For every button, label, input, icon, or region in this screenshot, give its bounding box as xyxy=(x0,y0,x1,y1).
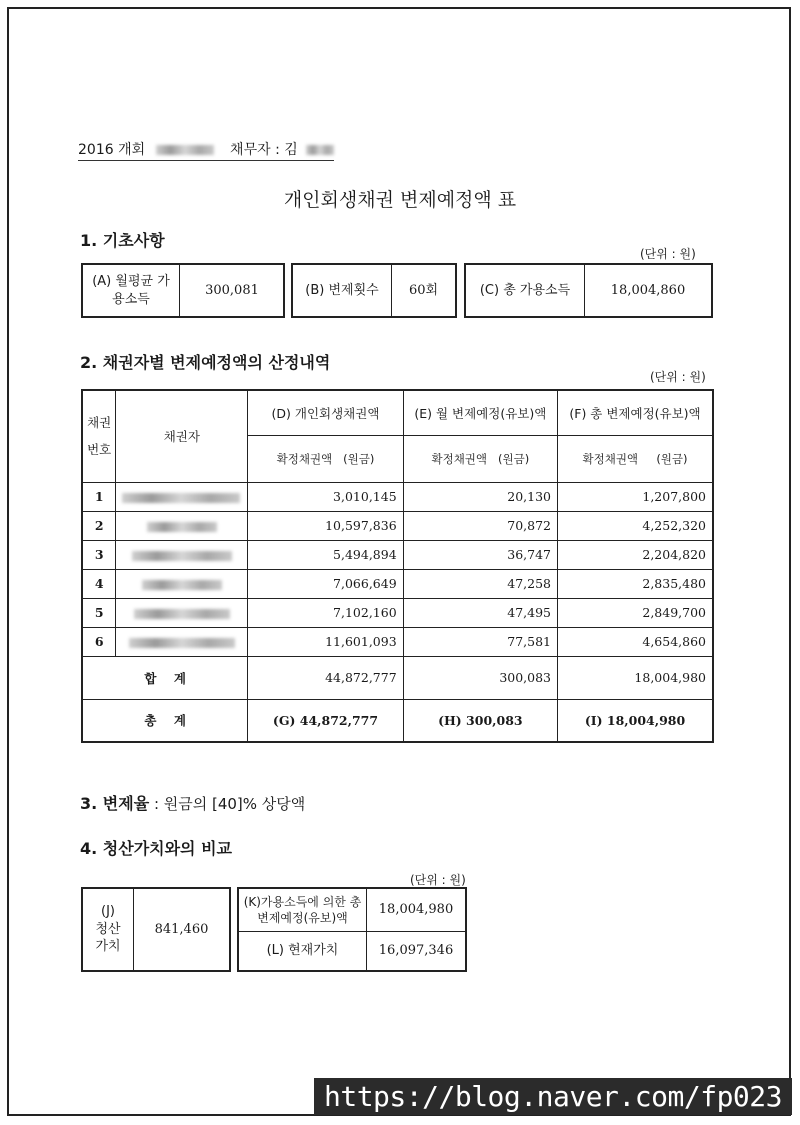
sub-d: 확정채권액 (원금) xyxy=(248,435,403,482)
sum-d: 44,872,777 xyxy=(248,656,403,699)
total-f: (I) 18,004,980 xyxy=(558,699,713,742)
col-f-header: (F) 총 변제예정(유보)액 xyxy=(558,390,713,435)
row-f: 4,252,320 xyxy=(558,511,713,540)
table-row xyxy=(82,627,713,656)
row-f: 1,207,800 xyxy=(558,482,713,511)
redacted-case-number xyxy=(156,145,214,155)
row-e: 47,495 xyxy=(403,598,557,627)
l-label: (L) 현재가치 xyxy=(266,943,339,959)
redacted-creditor xyxy=(116,511,248,540)
redacted-creditor xyxy=(116,569,248,598)
table-row xyxy=(82,482,713,511)
row-e: 36,747 xyxy=(403,540,557,569)
sum-f: 18,004,980 xyxy=(558,656,713,699)
row-f: 2,835,480 xyxy=(558,569,713,598)
row-no: 5 xyxy=(82,598,116,627)
row-f: 4,654,860 xyxy=(558,627,713,656)
section4-unit: (단위 : 원) xyxy=(410,873,466,887)
page-title: 개인회생채권 변제예정액 표 xyxy=(283,189,517,211)
j-value: 841,460 xyxy=(154,921,209,937)
redacted-creditor xyxy=(116,540,248,569)
section2-unit: (단위 : 원) xyxy=(650,370,706,384)
debtor-label: 채무자 : 김 xyxy=(230,142,298,158)
box-b xyxy=(291,263,457,318)
total-e: (H) 300,083 xyxy=(403,699,557,742)
row-e: 77,581 xyxy=(403,627,557,656)
box-j xyxy=(81,887,231,972)
row-d: 7,102,160 xyxy=(248,598,403,627)
total-label: 총 계 xyxy=(82,699,248,742)
col-e-header: (E) 월 변제예정(유보)액 xyxy=(403,390,557,435)
row-f: 2,204,820 xyxy=(558,540,713,569)
redacted-creditor xyxy=(116,627,248,656)
sum-label: 합 계 xyxy=(82,656,248,699)
table-row xyxy=(82,598,713,627)
table-row xyxy=(82,511,713,540)
box-kl xyxy=(237,887,467,972)
row-e: 47,258 xyxy=(403,569,557,598)
section3 xyxy=(80,791,305,814)
c-label: (C) 총 가용소득 xyxy=(479,282,571,298)
box-a xyxy=(81,263,285,318)
sum-e: 300,083 xyxy=(403,656,557,699)
creditor-table xyxy=(81,389,714,743)
row-e: 20,130 xyxy=(403,482,557,511)
row-no: 4 xyxy=(82,569,116,598)
row-d: 5,494,894 xyxy=(248,540,403,569)
section1-unit: (단위 : 원) xyxy=(640,247,696,261)
a-value: 300,081 xyxy=(205,282,259,298)
section1-heading: 1. 기초사항 xyxy=(80,231,165,250)
row-no: 1 xyxy=(82,482,116,511)
row-d: 10,597,836 xyxy=(248,511,403,540)
table-row xyxy=(82,569,713,598)
box-c xyxy=(464,263,713,318)
col-no-top: 채권 xyxy=(87,414,112,430)
sub-f: 확정채권액 (원금) xyxy=(558,435,713,482)
section4-heading: 4. 청산가치와의 비교 xyxy=(80,839,232,858)
section3-heading: 3. 변제율 xyxy=(80,794,150,813)
row-f: 2,849,700 xyxy=(558,598,713,627)
redacted-debtor-name xyxy=(306,145,334,155)
sum-row xyxy=(82,656,713,699)
case-prefix: 2016 개회 xyxy=(78,142,146,158)
col-no-header xyxy=(82,390,116,482)
k-label: (K)가용소득에 의한 총변제예정(유보)액 xyxy=(243,894,362,925)
c-value: 18,004,860 xyxy=(610,282,686,298)
row-d: 11,601,093 xyxy=(248,627,403,656)
sub-e: 확정채권액 (원금) xyxy=(403,435,557,482)
row-no: 2 xyxy=(82,511,116,540)
row-no: 6 xyxy=(82,627,116,656)
row-d: 3,010,145 xyxy=(248,482,403,511)
redacted-creditor xyxy=(116,598,248,627)
k-value: 18,004,980 xyxy=(378,902,454,918)
j-label: (J) 청산 가치 xyxy=(95,904,121,955)
col-d-header: (D) 개인회생채권액 xyxy=(248,390,403,435)
col-creditor-header: 채권자 xyxy=(116,390,248,482)
col-no-bottom: 번호 xyxy=(87,442,112,458)
table-row xyxy=(82,540,713,569)
total-row xyxy=(82,699,713,742)
section2-heading: 2. 채권자별 변제예정액의 산정내역 xyxy=(80,353,331,372)
blog-watermark: https://blog.naver.com/fp023 xyxy=(314,1078,792,1115)
table-header-row xyxy=(82,390,713,435)
total-d: (G) 44,872,777 xyxy=(248,699,403,742)
section3-text: : 원금의 [40]% 상당액 xyxy=(153,795,306,813)
row-no: 3 xyxy=(82,540,116,569)
l-value: 16,097,346 xyxy=(378,943,454,959)
row-d: 7,066,649 xyxy=(248,569,403,598)
a-label: (A) 월평균 가용소득 xyxy=(92,273,170,307)
b-label: (B) 변제횟수 xyxy=(305,282,379,298)
divider xyxy=(366,889,367,970)
case-line xyxy=(78,139,334,161)
row-e: 70,872 xyxy=(403,511,557,540)
redacted-creditor xyxy=(116,482,248,511)
b-value: 60회 xyxy=(408,282,439,298)
